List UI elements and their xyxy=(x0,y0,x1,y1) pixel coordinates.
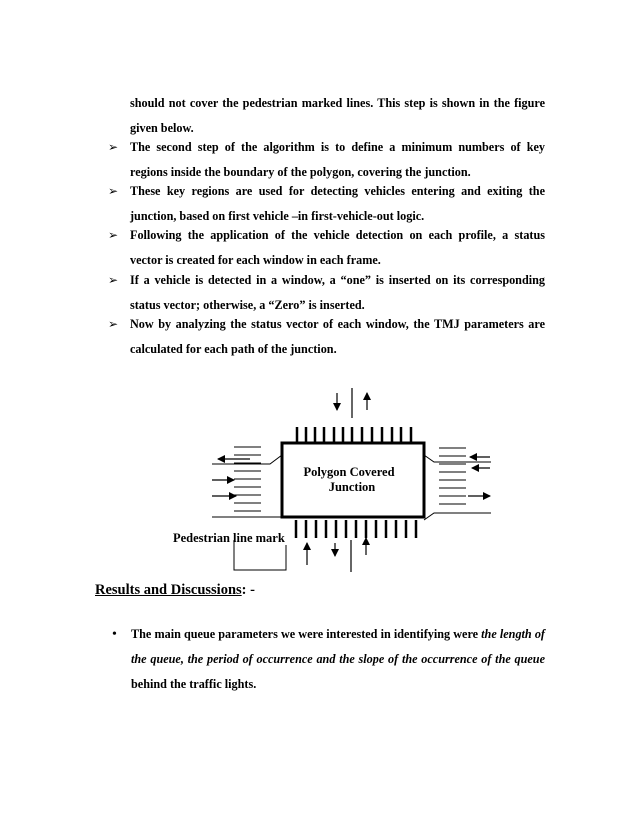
polygon-label-line2: Junction xyxy=(328,480,376,494)
left-lane-marks xyxy=(234,447,261,511)
list-item-text: Following the application of the vehicle detection on each profile, a status vector is created for each window in each frame. xyxy=(130,228,545,267)
top-arrows xyxy=(337,388,367,418)
list-item-text: Now by analyzing the status vector of each window, the TMJ parameters are calculated for each path of the junction. xyxy=(130,317,545,356)
arrow-bullet-icon: ➢ xyxy=(108,273,119,287)
polygon-label-line1: Polygon Covered xyxy=(303,465,395,479)
results-text xyxy=(131,622,545,697)
bottom-arrows xyxy=(307,538,366,572)
left-arrows xyxy=(212,459,250,496)
intro-paragraph: should not cover the pedestrian marked lines. This step is shown in the figure given below. xyxy=(130,96,545,135)
left-road xyxy=(212,455,282,517)
arrow-bullet-icon: ➢ xyxy=(108,317,119,331)
arrow-bullet-icon: ➢ xyxy=(108,140,119,154)
bullet-dot-icon: • xyxy=(112,627,117,642)
list-item-text: The second step of the algorithm is to define a minimum numbers of key regions inside the boundary of the polygon, covering the junction. xyxy=(130,140,545,179)
right-arrows xyxy=(468,457,490,496)
section-heading xyxy=(95,582,255,599)
results-text-part1: The main queue parameters we were interested in identifying were xyxy=(131,627,482,641)
results-list-item xyxy=(112,622,545,697)
right-lane-marks xyxy=(439,448,466,504)
arrow-bullet-icon: ➢ xyxy=(108,228,119,242)
pedestrian-label: Pedestrian line mark xyxy=(173,531,285,545)
top-pedestrian-marks xyxy=(297,427,411,443)
results-text-part2: behind the traffic lights. xyxy=(131,677,257,691)
section-title: Results and Discussions xyxy=(95,582,242,598)
list-item-text: These key regions are used for detecting vehicles entering and exiting the junction, based on first vehicle –in first-vehicle-out logic. xyxy=(130,184,545,223)
results-text-emphasis: the length of the queue, the period of occurrence and the slope of the occurrence of the queue xyxy=(131,627,545,666)
section-title-suffix: : - xyxy=(241,582,255,598)
bottom-pedestrian-marks xyxy=(296,520,416,538)
arrow-bullet-icon: ➢ xyxy=(108,184,119,198)
list-item-text: If a vehicle is detected in a window, a “one” is inserted on its corresponding status vector; otherwise, a “Zero” is inserted. xyxy=(130,273,545,312)
